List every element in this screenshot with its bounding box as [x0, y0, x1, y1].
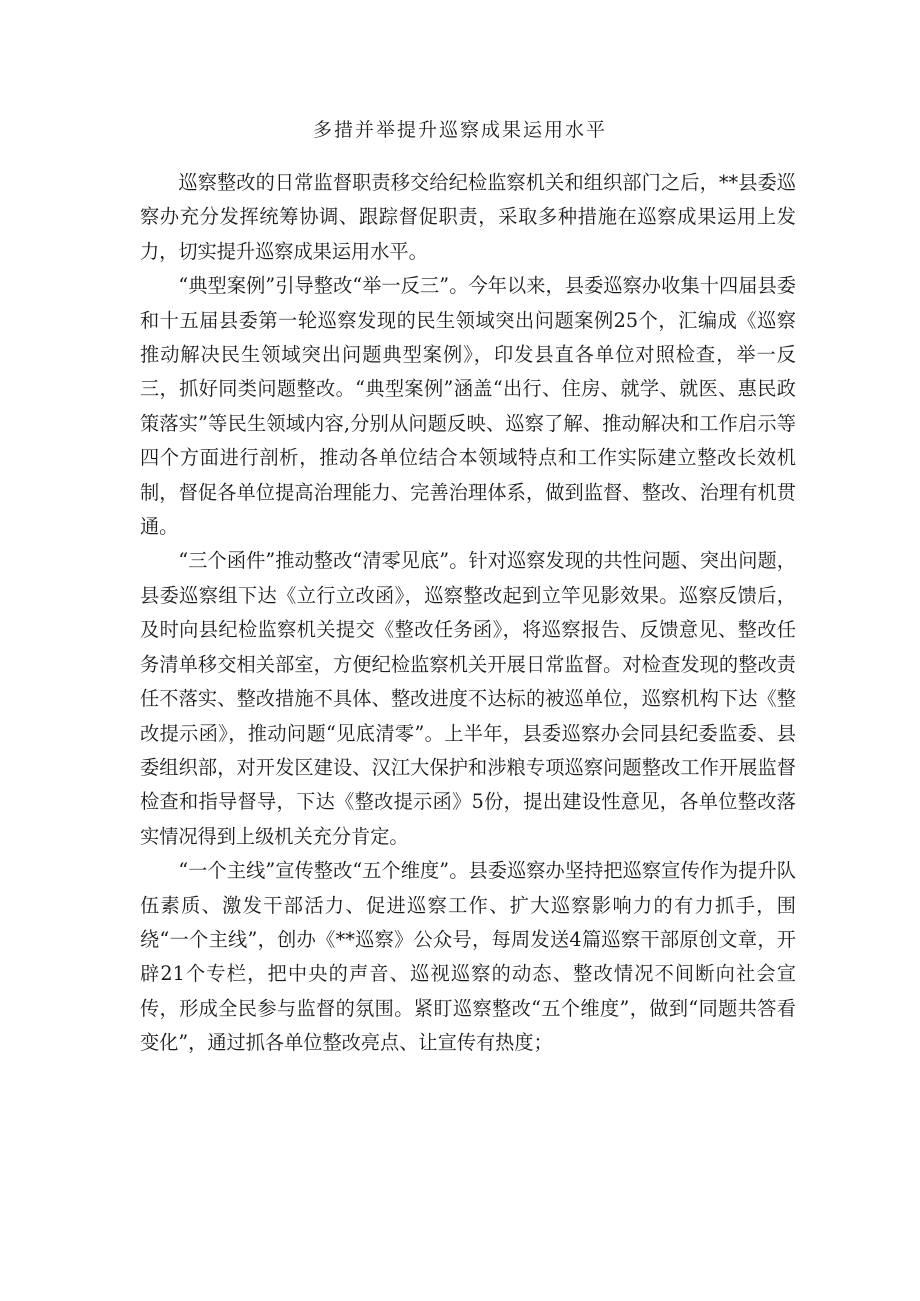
document-title: 多措并举提升巡察成果运用水平: [312, 119, 607, 141]
paragraph-intro: 巡察整改的日常监督职责移交给纪检监察机关和组织部门之后，**县委巡察办充分发挥统筹协调、跟踪督促职责，采取多种措施在巡察成果运用上发力，切实提升巡察成果运用水平。: [140, 171, 796, 263]
paragraph-typical-cases: “典型案例”引导整改“举一反三”。今年以来，县委巡察办收集十四届县委和十五届县委第一轮巡察发现的民生领域突出问题案例25个，汇编成《巡察推动解决民生领域突出问题典型案例》，印发县直各单位对照检查，举一反三，抓好同类问题整改。“典型案例”涵盖“出行、住房、就学、就医、惠民政策落实”等民生领域内容,分别从问题反映、巡察了解、推动解决和工作启示等四个方面进行剖析，推动各单位结合本领域特点和工作实际建立整改长效机制，督促各单位提高治理能力、完善治理体系，做到监督、整改、治理有机贯通。: [140, 274, 796, 539]
document-body: [140, 166, 796, 1061]
paragraph-one-mainline: “一个主线”宣传整改“五个维度”。县委巡察办坚持把巡察宣传作为提升队伍素质、激发干部活力、促进巡察工作、扩大巡察影响力的有力抓手，围绕“一个主线”，创办《**巡察》公众号，每周发送4篇巡察干部原创文章，开辟21个专栏，把中央的声音、巡视巡察的动态、整改情况不间断向社会宣传，形成全民参与监督的氛围。紧盯巡察整改“五个维度”，做到“同题共答看变化”，通过抓各单位整改亮点、让宣传有热度；: [140, 859, 796, 1055]
paragraph-three-letters: “三个函件”推动整改“清零见底”。针对巡察发现的共性问题、突出问题，县委巡察组下达《立行立改函》，巡察整改起到立竿见影效果。巡察反馈后，及时向县纪检监察机关提交《整改任务函》，将巡察报告、反馈意见、整改任务清单移交相关部室，方便纪检监察机关开展日常监督。对检查发现的整改责任不落实、整改措施不具体、整改进度不达标的被巡单位，巡察机构下达《整改提示函》，推动问题“见底清零”。上半年，县委巡察办会同县纪委监委、县委组织部，对开发区建设、汉江大保护和涉粮专项巡察问题整改工作开展监督检查和指导督导，下达《整改提示函》5份，提出建设性意见，各单位整改落实情况得到上级机关充分肯定。: [140, 549, 796, 848]
